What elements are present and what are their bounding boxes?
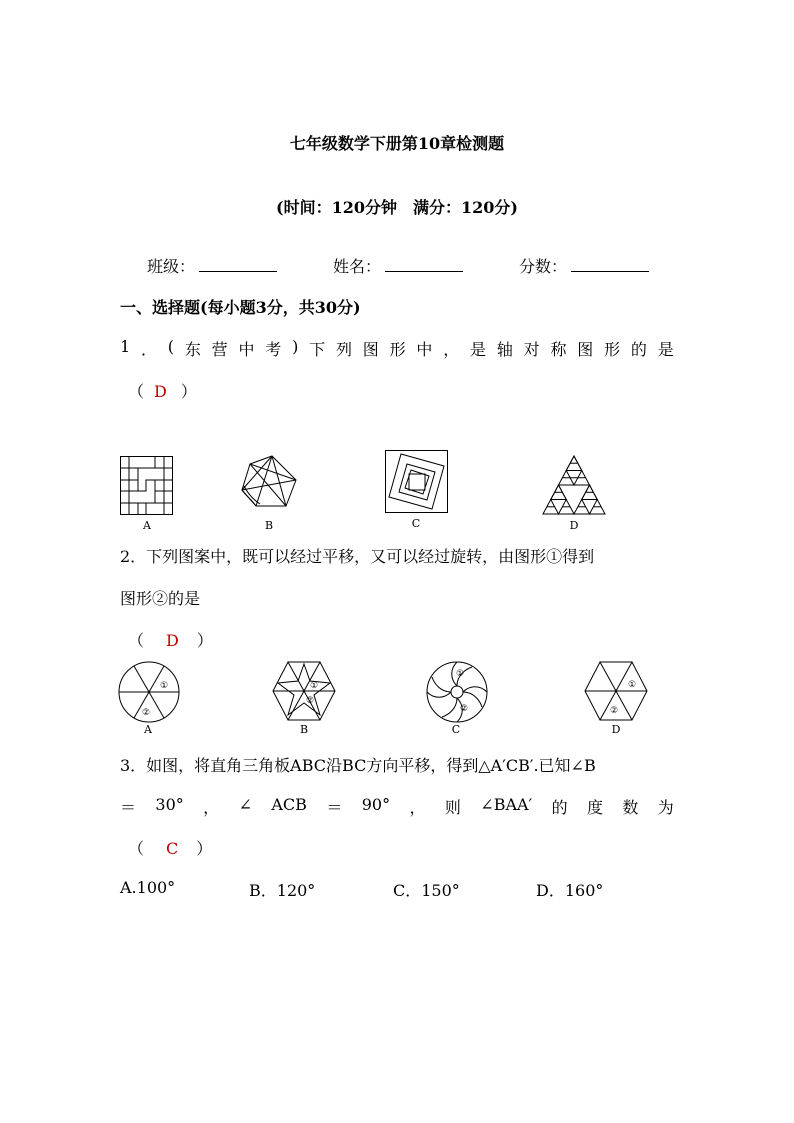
q1-char: 1 (120, 337, 131, 356)
q1-figure-b-polygon (236, 456, 298, 516)
score-field (519, 254, 649, 277)
name-label: 姓名： (333, 257, 382, 276)
q3-token: 为 (657, 798, 674, 817)
exam-subtitle: (时间：120分钟 满分：120分) (276, 198, 518, 217)
class-field (147, 254, 277, 277)
score-blank[interactable] (571, 257, 649, 272)
q1-label-d: D (569, 519, 579, 532)
q1-char: 的 (630, 340, 647, 359)
q3-token: ＝ (326, 798, 343, 817)
q3-token: ACB (271, 795, 307, 814)
q1-answer: D (154, 382, 167, 401)
paren-open: （ (128, 382, 145, 401)
q1-char: 轴 (496, 340, 513, 359)
q2-figure-b-hexagon-star (272, 661, 336, 721)
q1-char: 对 (523, 340, 540, 359)
q1-char: 形 (604, 340, 621, 359)
class-blank[interactable] (199, 257, 277, 272)
q3-option-c[interactable]: C．150° (393, 881, 460, 900)
q2-figure-a-circle-sectors (118, 661, 182, 723)
q1-label-b: B (264, 519, 274, 532)
q1-figure-a-maze (120, 456, 174, 516)
mark-1: ① (628, 680, 637, 690)
q1-char: 考 (265, 340, 282, 359)
class-label: 班级： (147, 257, 196, 276)
paren-close: ） (196, 631, 213, 650)
q3-option-b[interactable]: B．120° (249, 881, 316, 900)
exam-title: 七年级数学下册第10章检测题 (289, 134, 505, 153)
q2-label-b: B (299, 723, 309, 736)
q2-figure-d-hexagon-triangles (584, 661, 648, 721)
q1-stem (120, 337, 674, 360)
q1-char: ， (443, 340, 460, 359)
q1-char: 下 (309, 340, 326, 359)
q3-answer-bracket (128, 836, 212, 859)
q3-token: 90° (361, 795, 391, 814)
q3-stem-line1: 3．如图，将直角三角板ABC沿BC方向平移，得到△A′CB′.已知∠B (120, 756, 596, 775)
name-field (333, 254, 463, 277)
mark-2: ② (306, 696, 315, 706)
q1-char: 是 (657, 340, 674, 359)
q1-label-c: C (411, 517, 421, 530)
q3-token: 数 (622, 798, 639, 817)
q1-answer-bracket (128, 379, 197, 402)
q1-figure-d-sierpinski (543, 456, 605, 516)
q3-token: ∠ (238, 795, 252, 814)
q1-figure-c-nested-squares (385, 450, 449, 514)
q1-char: ( (167, 337, 175, 356)
q3-token: 度 (586, 798, 603, 817)
q3-token: ， (409, 798, 426, 817)
q1-char: 中 (238, 340, 255, 359)
paren-open: （ (128, 839, 145, 858)
mark-2: ② (460, 704, 469, 714)
paren-close: ） (196, 839, 213, 858)
mark-1: ① (160, 681, 169, 691)
q2-label-a: A (144, 723, 152, 736)
name-blank[interactable] (385, 257, 463, 272)
q3-answer: C (166, 839, 179, 858)
q1-char: 是 (470, 340, 487, 359)
q2-answer: D (166, 631, 179, 650)
q1-char: 东 (184, 340, 201, 359)
q1-char: ) (292, 337, 299, 356)
mark-2: ② (142, 708, 151, 718)
q1-char: 称 (550, 340, 567, 359)
q3-token: ＝ (120, 798, 137, 817)
mark-1: ① (310, 681, 319, 691)
q1-char: 列 (335, 340, 352, 359)
q3-token: 的 (551, 798, 568, 817)
q3-token: ， (203, 798, 220, 817)
mark-1: ① (456, 669, 465, 679)
q3-option-a[interactable]: A.100° (120, 878, 176, 897)
q2-stem-line2: 图形②的是 (120, 589, 201, 608)
q2-label-c: C (451, 723, 461, 736)
q3-stem-line2 (120, 795, 674, 818)
paren-open: （ (128, 631, 145, 650)
q2-figure-c-pinwheel-circle (426, 661, 488, 723)
q2-stem-line1: 2．下列图案中，既可以经过平移，又可以经过旋转，由图形①得到 (120, 547, 595, 566)
score-label: 分数： (519, 257, 568, 276)
paren-close: ） (180, 382, 197, 401)
q1-char: ． (140, 340, 157, 359)
q3-token: ∠BAA′ (480, 795, 533, 814)
q1-char: 图 (362, 340, 379, 359)
q3-option-d[interactable]: D．160° (536, 881, 604, 900)
section-heading: 一、选择题(每小题3分，共30分) (120, 298, 361, 317)
q3-token: 30° (155, 795, 184, 814)
q1-char: 营 (211, 340, 228, 359)
q1-label-a: A (143, 519, 151, 532)
q3-token: 则 (444, 798, 461, 817)
q2-answer-bracket (128, 628, 213, 651)
q1-char: 中 (416, 340, 433, 359)
q1-char: 形 (389, 340, 406, 359)
q2-label-d: D (611, 723, 621, 736)
q1-char: 图 (577, 340, 594, 359)
mark-2: ② (610, 706, 619, 716)
